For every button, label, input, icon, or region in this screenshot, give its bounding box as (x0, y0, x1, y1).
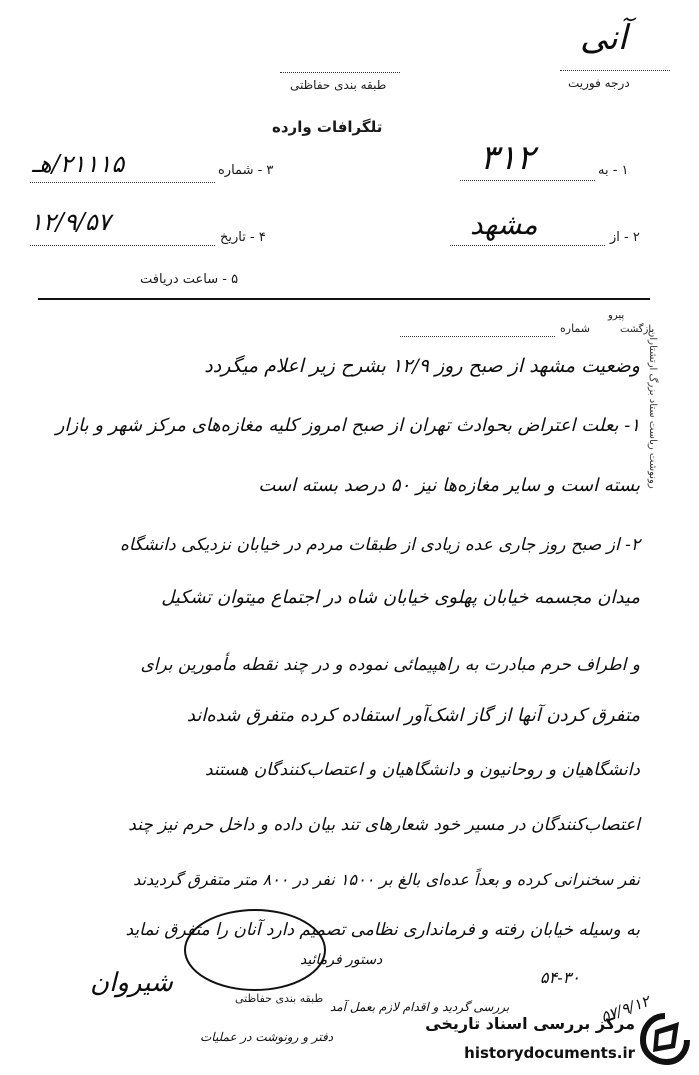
field-4-label: ۴ - تاریخ (220, 230, 266, 245)
watermark-url: historydocuments.ir (464, 1044, 635, 1062)
shomare-label: شماره (560, 322, 591, 335)
body-line: ۲- از صبح روز جاری عده زیادی از طبقات مردم در خیابان نزدیکی دانشگاه (120, 535, 640, 555)
signature: شیروان (90, 968, 173, 998)
body-line: بسته است و سایر مغازه‌ها نیز ۵۰ درصد بسته است (258, 475, 640, 496)
body-line: به وسیله خیابان رفته و فرمانداری نظامی تصمیم دارد آنان را متفرق نماید (125, 920, 640, 940)
body-line: دانشگاهیان و روحانیون و دانشگاهیان و اعتصاب‌کنندگان هستند (205, 760, 640, 780)
stamp-circle (180, 905, 330, 995)
field-3-label: ۳ - شماره (218, 163, 274, 178)
urgency-label: درجه فوریت (568, 76, 630, 90)
pirov-label: پیرو (608, 310, 625, 321)
watermark-name: مرکز بررسی اسناد تاریخی (425, 1014, 635, 1033)
field-1-label: ۱ - به (598, 163, 629, 178)
footer-date-stamp: ۵۷/۹/۱۲ (598, 991, 652, 1027)
field-3-line (30, 182, 215, 183)
body-line: وضعیت مشهد از صبح روز ۱۲/۹ بشرح زیر اعلام میگردد (204, 355, 640, 377)
message-body (15, 355, 640, 965)
field-5-label: ۵ - ساعت دریافت (140, 272, 239, 287)
body-line: اعتصاب‌کنندگان در مسیر خود شعارهای تند بیان داده و داخل حرم نیز چند (128, 815, 640, 835)
urgency-value: آنی (580, 18, 628, 58)
body-line: نفر سخنرانی کرده و بعداً عده‌ای بالغ بر ۱۵۰۰ نفر در ۸۰۰ متر متفرق گردیدند (133, 870, 640, 889)
footer-classification: طبقه بندی حفاظتی (235, 992, 324, 1005)
footer-note-3: دفتر و رونوشت در عملیات (200, 1030, 334, 1044)
form-title: تلگرافات وارده (272, 118, 383, 136)
field-4-value: ۱۲/۹/۵۷ (30, 208, 111, 236)
field-3-value: ۲۱۱۱۵/هـ (32, 150, 125, 178)
body-line: میدان مجسمه خیابان پهلوی خیابان شاه در اجتماع میتوان تشکیل (161, 587, 640, 608)
field-1-value: ۳۱۲ (480, 138, 535, 178)
pirov-line (400, 336, 555, 337)
watermark (420, 1010, 695, 1070)
field-1-line (460, 180, 595, 181)
body-line: متفرق کردن آنها از گاز اشک‌آور استفاده کرده متفرق شده‌اند (186, 705, 640, 726)
body-line: و اطراف حرم مبادرت به راهپیمائی نموده و در چند نقطه مأمورین برای (140, 655, 640, 675)
field-2-label: ۲ - از (610, 230, 640, 245)
footer-note-2: بررسی گردید و اقدام لازم بعمل آمد (330, 1000, 510, 1014)
margin-note: رونوشت ریاست ستاد بزرگ ارتشتاران (647, 330, 658, 489)
field-2-value: مشهد (470, 208, 538, 241)
body-line: ۱- بعلت اعتراض بحوادث تهران از صبح امروز کلیه مغازه‌های مرکز شهر و بازار (55, 415, 640, 436)
watermark-logo-icon (639, 1012, 691, 1066)
footer-note-1: دستور فرمائید (300, 952, 383, 968)
section-divider (38, 298, 650, 300)
bazgasht-label: بازگشت (620, 324, 655, 335)
footer-code: ۵۴-۳۰ (540, 968, 580, 987)
classification-dots (280, 72, 400, 73)
field-4-line (30, 245, 215, 246)
urgency-underline (560, 70, 670, 71)
field-2-line (450, 245, 605, 246)
classification-label: طبقه بندی حفاظتی (290, 78, 387, 92)
